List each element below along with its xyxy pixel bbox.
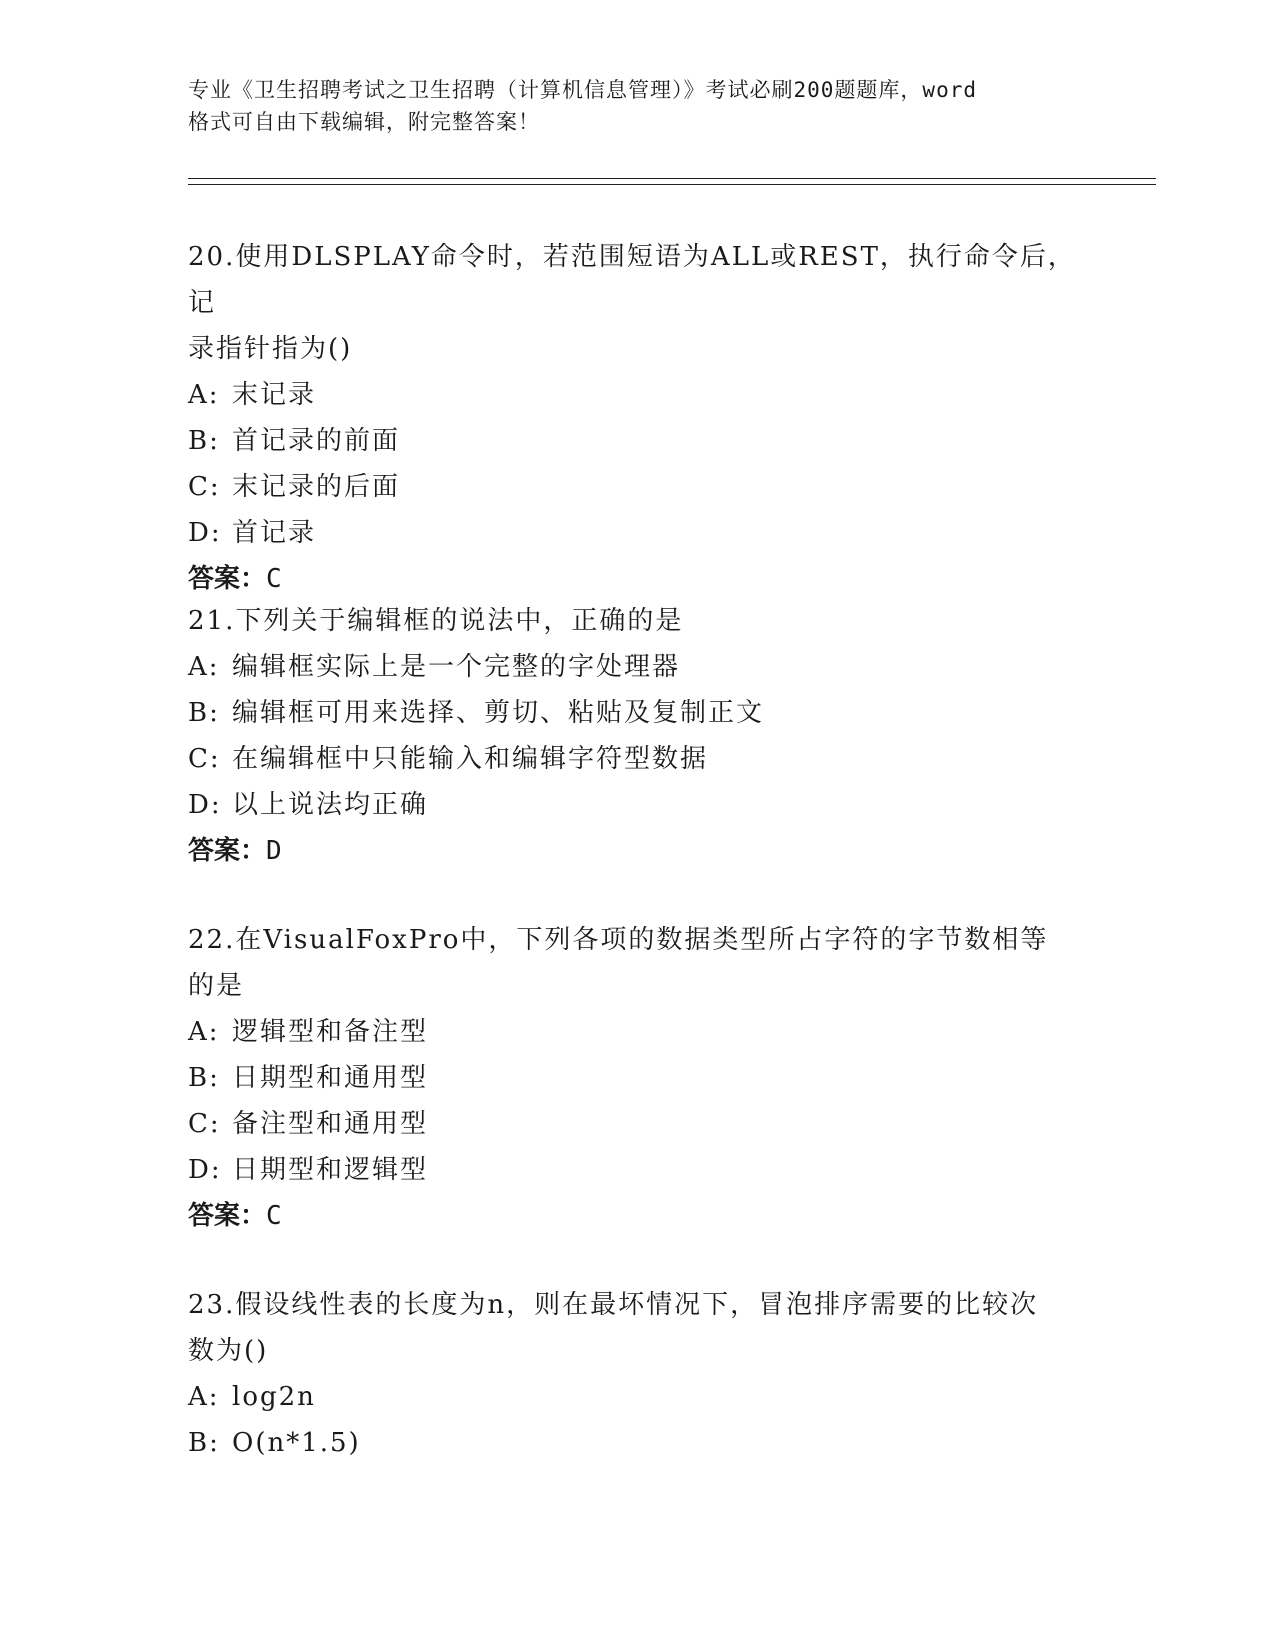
option-a [188, 372, 1088, 418]
question-stem-line-2: 的是 [188, 971, 245, 1001]
header-divider-bottom [188, 184, 1156, 185]
option-text: 日期型和逻辑型 [232, 1155, 429, 1185]
question-stem [188, 234, 1088, 372]
option-key: A: [188, 380, 220, 410]
question-stem [188, 598, 1088, 644]
option-key: B: [188, 1063, 220, 1093]
option-key: B: [188, 426, 220, 456]
option-key: A: [188, 652, 220, 682]
option-key: A: [188, 1017, 220, 1047]
header-line-1: 专业《卫生招聘考试之卫生招聘（计算机信息管理）》考试必刷200题题库，word [188, 78, 977, 102]
option-b [188, 690, 1088, 736]
option-key: A: [188, 1382, 220, 1412]
option-text: 备注型和通用型 [232, 1109, 429, 1139]
question-stem-line-1: 20.使用DLSPLAY命令时，若范围短语为ALL或REST，执行命令后，记 [188, 242, 1076, 318]
question-21 [188, 598, 1088, 874]
answer-label: 答案： [188, 836, 267, 866]
option-text: 末记录的后面 [232, 472, 401, 502]
question-22 [188, 917, 1088, 1239]
option-a [188, 644, 1088, 690]
question-stem [188, 917, 1088, 1009]
option-key: B: [188, 698, 220, 728]
option-a [188, 1009, 1088, 1055]
option-text: 逻辑型和备注型 [232, 1017, 429, 1047]
option-text: 首记录的前面 [232, 426, 401, 456]
option-text: 以上说法均正确 [232, 790, 429, 820]
option-text: 在编辑框中只能输入和编辑字符型数据 [232, 744, 709, 774]
question-stem [188, 1282, 1088, 1374]
option-key: C: [188, 744, 221, 774]
option-key: C: [188, 472, 221, 502]
option-text: log2n [232, 1382, 316, 1412]
option-d [188, 1147, 1088, 1193]
answer-value: D [266, 836, 282, 866]
question-stem-line-1: 21.下列关于编辑框的说法中，正确的是 [188, 606, 684, 636]
answer [188, 556, 1088, 602]
answer [188, 828, 1088, 874]
question-23 [188, 1282, 1088, 1466]
option-key: D: [188, 790, 222, 820]
question-stem-line-2: 数为() [188, 1336, 269, 1366]
question-20 [188, 234, 1088, 602]
option-b [188, 1055, 1088, 1101]
option-key: B: [188, 1428, 220, 1458]
option-text: 首记录 [232, 518, 317, 548]
question-stem-line-1: 23.假设线性表的长度为n，则在最坏情况下，冒泡排序需要的比较次 [188, 1290, 1039, 1320]
answer [188, 1193, 1088, 1239]
option-c [188, 464, 1088, 510]
option-key: D: [188, 518, 222, 548]
option-d [188, 782, 1088, 828]
header-divider-top [188, 178, 1156, 179]
option-b [188, 1420, 1088, 1466]
question-stem-line-1: 22.在VisualFoxPro中，下列各项的数据类型所占字符的字节数相等 [188, 925, 1049, 955]
option-key: C: [188, 1109, 221, 1139]
option-b [188, 418, 1088, 464]
answer-label: 答案： [188, 1201, 267, 1231]
option-text: 日期型和通用型 [232, 1063, 429, 1093]
option-key: D: [188, 1155, 222, 1185]
option-d [188, 510, 1088, 556]
option-c [188, 736, 1088, 782]
option-c [188, 1101, 1088, 1147]
header-line-2: 格式可自由下载编辑，附完整答案！ [188, 110, 540, 134]
answer-value: C [266, 1201, 282, 1231]
option-a [188, 1374, 1088, 1420]
question-stem-line-2: 录指针指为() [188, 334, 353, 364]
answer-label: 答案： [188, 564, 267, 594]
option-text: 编辑框实际上是一个完整的字处理器 [232, 652, 681, 682]
option-text: 末记录 [232, 380, 317, 410]
answer-value: C [266, 564, 282, 594]
option-text: O(n*1.5) [232, 1428, 361, 1458]
document-header [188, 74, 1108, 138]
option-text: 编辑框可用来选择、剪切、粘贴及复制正文 [232, 698, 765, 728]
